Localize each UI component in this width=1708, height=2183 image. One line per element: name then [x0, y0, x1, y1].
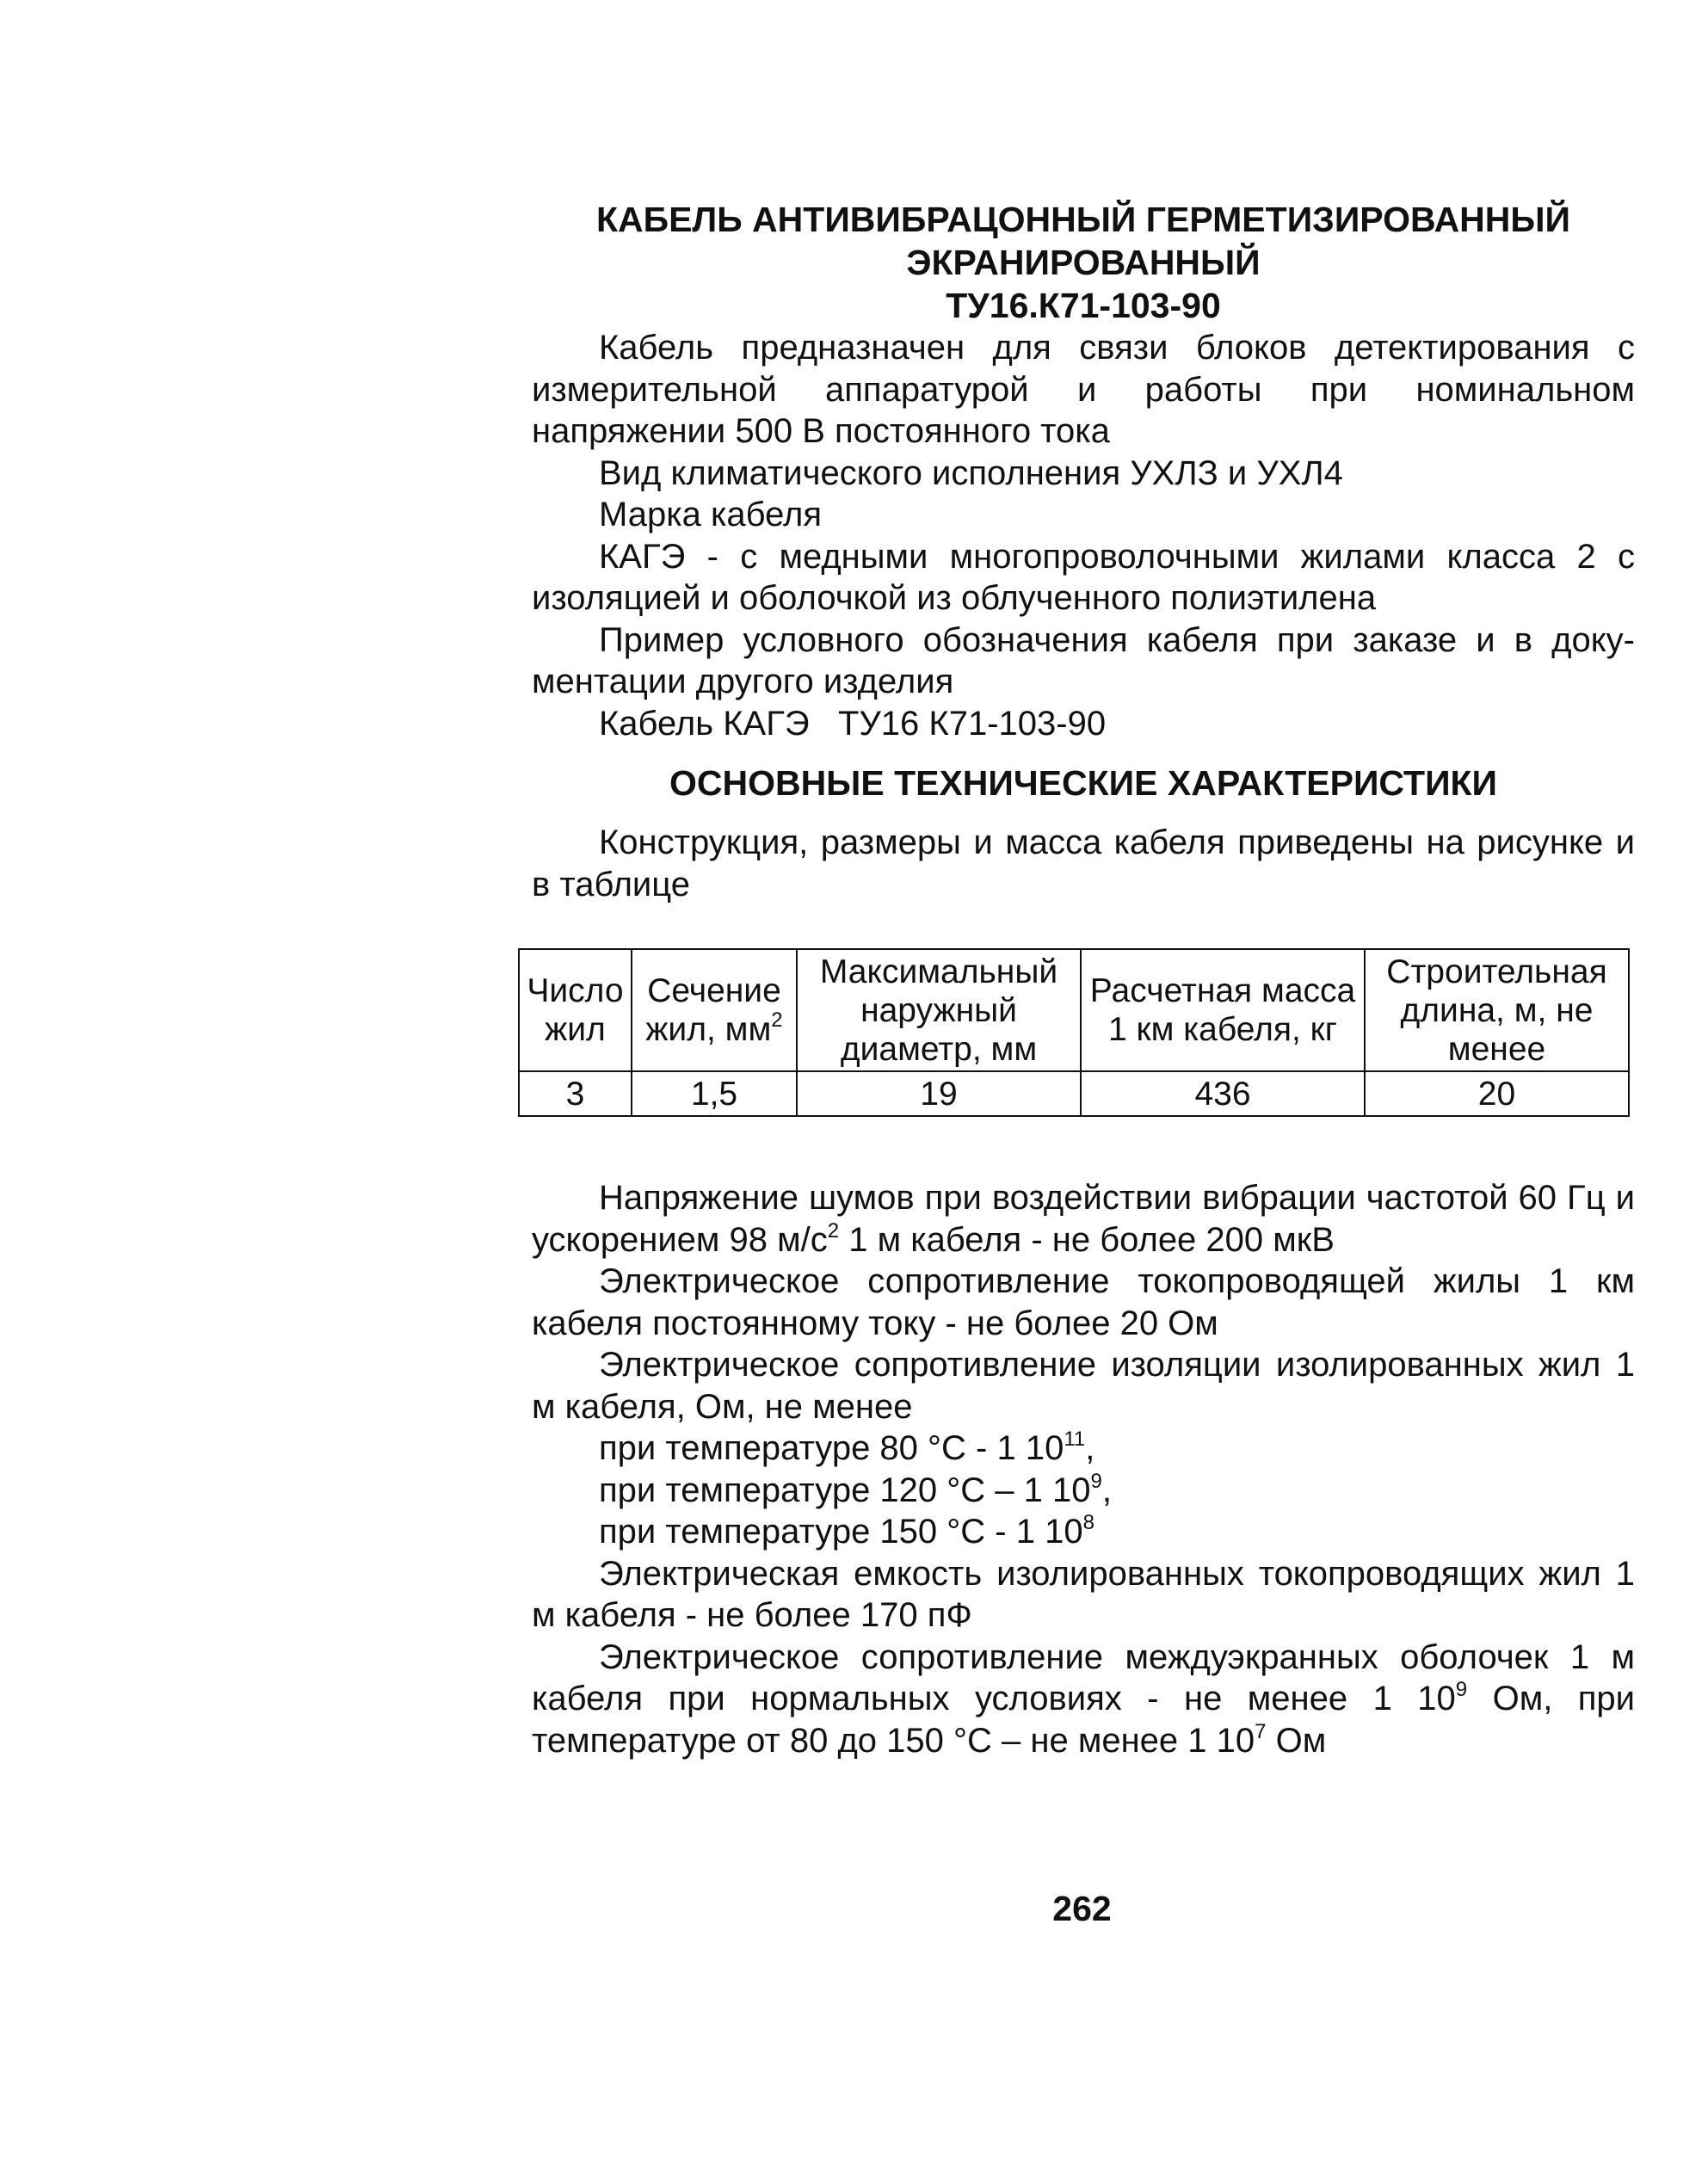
temperature-80-line: [532, 1428, 1635, 1470]
t80-sup: 11: [1064, 1428, 1086, 1451]
insulation-resistance-paragraph: Электрическое сопротивление изоляции изолированных жил 1 м кабеля, Ом, не менее: [532, 1346, 1635, 1426]
cell-diameter: 19: [797, 1071, 1081, 1116]
t150-text: при температуре 150 °С - 1 10: [599, 1513, 1083, 1551]
page-number: 262: [1052, 1889, 1112, 1928]
t120-text: при температуре 120 °С – 1 10: [599, 1471, 1091, 1509]
title-line-2: ЭКРАНИРОВАННЫЙ: [906, 243, 1261, 282]
brand-label: Марка кабеля: [599, 496, 823, 533]
noise-text-b: 1 м кабеля - не более 200 мкВ: [839, 1220, 1335, 1259]
document-page: [527, 198, 1635, 1761]
table-intro: Конструкция, размеры и масса кабеля приведены на рисунке и в таблице: [532, 823, 1635, 903]
header-section-sup: 2: [771, 1008, 783, 1032]
t80-text: при температуре 80 °С - 1 10: [599, 1429, 1064, 1467]
climate-paragraph: Вид климатического исполнения УХЛЗ и УХЛ4: [599, 453, 1343, 492]
header-diameter: Максимальный наружный диаметр, мм: [797, 949, 1081, 1071]
capacitance-paragraph: Электрическая емкость изолированных токопроводящих жил 1 м кабеля - не более 170 пФ: [532, 1554, 1635, 1634]
title-line-1: КАБЕЛЬ АНТИВИБРАЦОННЫЙ ГЕРМЕТИЗИРОВАННЫЙ: [595, 200, 1571, 239]
shield-sup-2: 7: [1255, 1719, 1267, 1743]
header-cores: Число жил: [519, 949, 632, 1071]
purpose-paragraph: Кабель предназначен для связи блоков детектирования с измерительной аппаратурой и работы при номинальном напряжении 500 В постоянного тока: [532, 329, 1635, 450]
temperature-120-line: [532, 1470, 1635, 1512]
shield-sup-1: 9: [1455, 1678, 1468, 1701]
conductor-resistance-paragraph: Электрическое сопротивление токопроводящей жилы 1 км кабеля постоянному току - не более 20 Ом: [532, 1262, 1635, 1342]
t150-sup: 8: [1082, 1511, 1094, 1534]
example-value: Кабель КАГЭ ТУ16 К71-103-90: [599, 704, 1107, 743]
shield-text-c: Ом: [1266, 1721, 1327, 1760]
cell-cores: 3: [519, 1071, 632, 1116]
cell-section: 1,5: [632, 1071, 797, 1116]
cell-length: 20: [1365, 1071, 1629, 1116]
spec-table: [518, 948, 1630, 1117]
t80-comma: ,: [1085, 1429, 1095, 1467]
example-label: Пример условного обозначения кабеля при заказе и в документации другого изделия: [532, 620, 1635, 700]
header-section-text: Сечение жил, мм: [645, 972, 781, 1048]
title-line-3: ТУ16.К71-103-90: [946, 286, 1221, 325]
document-title: [532, 198, 1635, 327]
t120-comma: ,: [1101, 1471, 1112, 1509]
noise-sup: 2: [827, 1218, 840, 1243]
brand-description: КАГЭ - с медными многопроволочными жилами класса 2 с изоляцией и оболочкой из облученного полиэтилена: [532, 537, 1635, 617]
header-length: Строительная длина, м, не менее: [1365, 949, 1629, 1071]
shield-resistance-paragraph: [532, 1637, 1635, 1762]
table-header-row: [519, 949, 1629, 1071]
temperature-150-line: [532, 1511, 1635, 1553]
noise-text-a: Напряжение шумов при воздействии вибрации частотой 60 Гц и ускорением 98 м/с: [532, 1179, 1635, 1259]
shield-text-b: Ом, при температуре от 80 до 150 °С – не менее 1 10: [532, 1680, 1635, 1760]
cell-mass: 436: [1081, 1071, 1365, 1116]
noise-voltage-paragraph: [532, 1177, 1635, 1261]
header-mass: Расчетная масса 1 км кабеля, кг: [1081, 949, 1365, 1071]
table-row: [519, 1071, 1629, 1116]
section-title: ОСНОВНЫЕ ТЕХНИЧЕСКИЕ ХАРАКТЕРИСТИКИ: [669, 763, 1498, 803]
header-section: [632, 949, 797, 1071]
t120-sup: 9: [1090, 1469, 1102, 1493]
shield-text-a: Электрическое сопротивление междуэкранных оболочек 1 м кабеля при нормальных условиях - не менее 1 10: [532, 1637, 1635, 1717]
